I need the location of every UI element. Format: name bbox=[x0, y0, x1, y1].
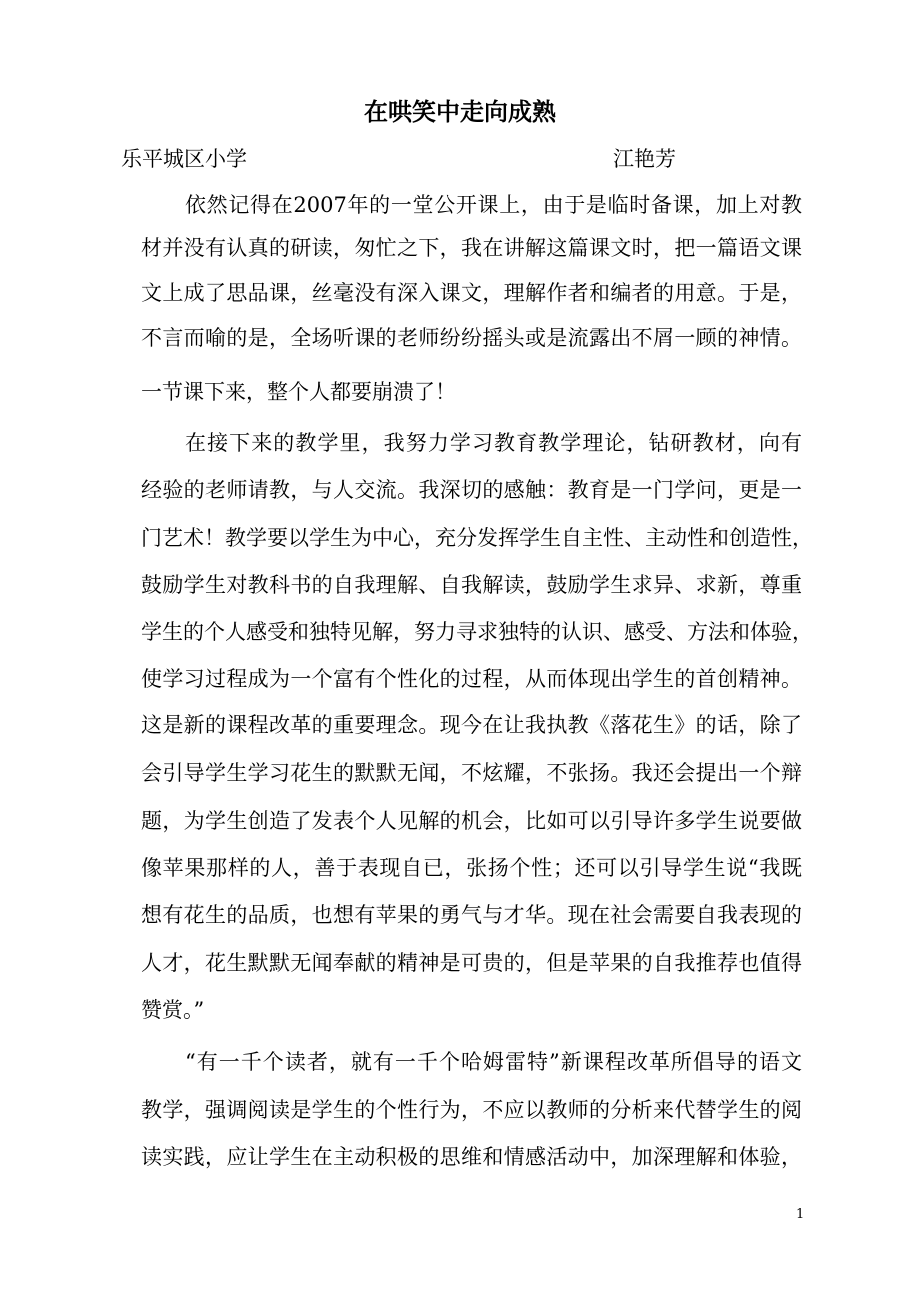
paragraph-line: 想有花生的品质，也想有苹果的勇气与才华。现在社会需要自我表现的 bbox=[141, 903, 802, 927]
paragraph-line: 在接下来的教学里，我努力学习教育教学理论，钻研教材，向有 bbox=[185, 431, 802, 455]
author-name: 江艳芳 bbox=[613, 147, 676, 171]
paragraph-line: 赞赏。” bbox=[141, 998, 205, 1022]
school-name: 乐平城区小学 bbox=[121, 147, 247, 171]
page-number: 1 bbox=[796, 1207, 805, 1222]
paragraph-line: 门艺术！教学要以学生为中心，充分发挥学生自主性、主动性和创造性， bbox=[141, 526, 813, 550]
paragraph-line: 会引导学生学习花生的默默无闻，不炫耀，不张扬。我还会提出一个辩 bbox=[141, 761, 802, 785]
paragraph-line: 读实践，应让学生在主动积极的思维和情感活动中，加深理解和体验， bbox=[141, 1145, 802, 1169]
paragraph-line: 材并没有认真的研读，匆忙之下，我在讲解这篇课文时，把一篇语文课 bbox=[141, 236, 802, 260]
paragraph-line: 不言而喻的是，全场听课的老师纷纷摇头或是流露出不屑一顾的神情。 bbox=[141, 326, 802, 350]
paragraph-line: 人才，花生默默无闻奉献的精神是可贵的，但是苹果的自我推荐也值得 bbox=[141, 951, 802, 975]
paragraph-line: 文上成了思品课，丝毫没有深入课文，理解作者和编者的用意。于是， bbox=[141, 281, 802, 305]
paragraph-line: 使学习过程成为一个富有个性化的过程，从而体现出学生的首创精神。 bbox=[141, 667, 802, 691]
paragraph-line: 经验的老师请教，与人交流。我深切的感触：教育是一门学问，更是一 bbox=[141, 478, 802, 502]
document-title: 在哄笑中走向成熟 bbox=[364, 98, 556, 126]
paragraph-line: 依然记得在2007年的一堂公开课上，由于是临时备课，加上对教 bbox=[185, 193, 802, 217]
paragraph-line: 题，为学生创造了发表个人见解的机会，比如可以引导许多学生说要做 bbox=[141, 809, 802, 833]
paragraph-line: 教学，强调阅读是学生的个性行为，不应以教师的分析来代替学生的阅 bbox=[141, 1098, 802, 1122]
paragraph-line: “有一千个读者，就有一千个哈姆雷特”新课程改革所倡导的语文 bbox=[185, 1050, 802, 1074]
paragraph-line: 这是新的课程改革的重要理念。现今在让我执教《落花生》的话，除了 bbox=[141, 713, 802, 737]
paragraph-line: 一节课下来，整个人都要崩溃了！ bbox=[141, 380, 456, 404]
paragraph-line: 鼓励学生对教科书的自我理解、自我解读，鼓励学生求异、求新，尊重 bbox=[141, 573, 802, 597]
paragraph-line: 学生的个人感受和独特见解，努力寻求独特的认识、感受、方法和体验， bbox=[141, 620, 813, 644]
paragraph-line: 像苹果那样的人，善于表现自已，张扬个性；还可以引导学生说“我既 bbox=[141, 856, 802, 880]
